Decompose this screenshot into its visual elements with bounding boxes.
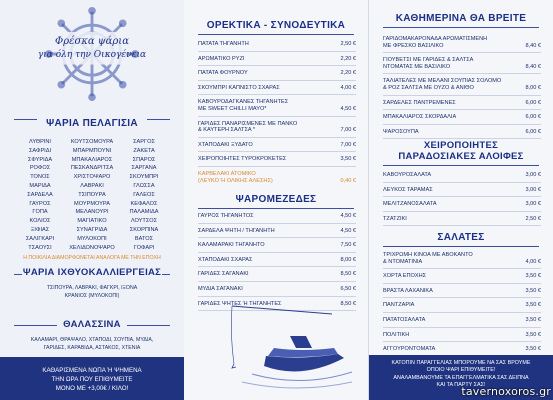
menu-item bbox=[383, 317, 541, 324]
menu-item-name: ΧΕΙΡΟΠΟΙΗΤΕΣ ΤΥΡΟΚΡΟΚΕΤΕΣ bbox=[198, 156, 287, 163]
fish-name: ΜΑΡΙΔΑ bbox=[29, 182, 51, 189]
menu-item bbox=[198, 99, 356, 112]
divider bbox=[198, 34, 354, 35]
menu-item-price: 4,50 € bbox=[340, 227, 356, 234]
menu-list-orektika bbox=[198, 41, 356, 184]
row-divider bbox=[198, 151, 356, 152]
row-divider bbox=[383, 73, 541, 74]
menu-item bbox=[198, 85, 356, 92]
menu-item-price: 7,00 € bbox=[340, 127, 356, 134]
row-divider bbox=[198, 137, 356, 138]
menu-item bbox=[383, 57, 541, 70]
row-divider bbox=[383, 268, 541, 269]
menu-item-price: 3,50 € bbox=[525, 302, 541, 309]
footer-line4: ΚΑΙ ΤΑ ΠΑΡΤΥ ΣΑΣ! bbox=[436, 382, 486, 389]
menu-item bbox=[198, 70, 356, 77]
section-title-thalassina: ΘΑΛΑΣΣΙΝΑ bbox=[57, 319, 127, 330]
menu-item-price: 8,40 € bbox=[525, 42, 541, 49]
menu-item-price: 2,50 € bbox=[525, 215, 541, 222]
menu-item-name: ΚΑΒΟΥΡΟΔΑΓΚΑΝΕΣ ΤΗΓΑΝΗΤΕΣ ΜΕ SWEET CHILLI MAYO* bbox=[198, 99, 289, 112]
menu-item bbox=[198, 286, 356, 293]
logo-line2: για όλη την Οικογένεια bbox=[37, 50, 147, 60]
row-divider bbox=[383, 196, 541, 197]
fish-name: ΣΠΑΡΟΣ bbox=[132, 156, 156, 163]
fish-name: ΣΑΡΓΑΝΑ bbox=[131, 165, 157, 172]
menu-item bbox=[198, 56, 356, 63]
fish-name: ΚΟΛΙΟΣ bbox=[29, 218, 51, 225]
thalassina-line2: ΓΑΡΙΔΕΣ, ΚΑΡΑΒΙΔΑ, ΑΣΤΑΚΟΣ, ΧΤΕΝΙΑ bbox=[43, 345, 141, 351]
menu-item-name: ΧΟΡΤΑ ΕΠΟΧΗΣ bbox=[383, 273, 427, 280]
row-divider bbox=[383, 109, 541, 110]
menu-item-price: 8,50 € bbox=[340, 300, 356, 307]
menu-item-price: 4,00 € bbox=[525, 258, 541, 265]
menu-list-salates bbox=[383, 252, 541, 361]
menu-item-name: ΛΕΥΚΟΣ ΤΑΡΑΜΑΣ bbox=[383, 186, 433, 193]
menu-item bbox=[383, 114, 541, 121]
fish-name: ΜΕΛΑΝΟΥΡΙ bbox=[75, 209, 109, 216]
row-divider bbox=[383, 211, 541, 212]
menu-item-name: ΑΓΓΟΥΡΟΝΤΟΜΑΤΑ bbox=[383, 346, 436, 353]
footer-line3: ΜΟΝΟ ΜΕ +3,00€ / ΚΙΛΟ! bbox=[55, 385, 129, 392]
menu-item-price: 3,00 € bbox=[525, 186, 541, 193]
menu-item-price: 4,00 € bbox=[340, 84, 356, 91]
menu-list-kathimerina bbox=[383, 36, 541, 143]
fish-name: ΧΕΛΙΔΟΝΟΨΑΡΟ bbox=[69, 244, 115, 251]
menu-item bbox=[198, 142, 356, 149]
menu-item-name: ΤΖΑΤΖΙΚΙ bbox=[383, 215, 407, 222]
section-title-mezedes: ΨΑΡΟΜΕΖΕΔΕΣ bbox=[235, 194, 317, 205]
fish-name: ΣΥΝΑΓΡΙΔΑ bbox=[76, 226, 108, 233]
menu-item bbox=[383, 288, 541, 295]
fish-name: ΣΚΟΥΜΠΡΙ bbox=[129, 174, 159, 181]
fish-name: ΚΕΦΑΛΟΣ bbox=[130, 200, 158, 207]
menu-item-price: 2,20 € bbox=[340, 70, 356, 77]
menu-item-name: ΤΡΙΧΡΩΜΗ ΚΙΝΟΑ ΜΕ ΑΒΟΚΑΝΤΟ & ΝΤΟΜΑΤΙΝΙΑ bbox=[383, 252, 473, 265]
menu-item-price: 2,50 € bbox=[340, 41, 356, 47]
menu-item-name: ΧΤΑΠΟΔΑΚΙ ΣΧΑΡΑΣ bbox=[198, 256, 253, 263]
fish-name: ΛΥΘΡΙΝΙ bbox=[29, 139, 51, 145]
fish-name: ΣΑΛΙΓΚΑΡΙ bbox=[25, 235, 55, 242]
panel-appetizers bbox=[184, 0, 368, 400]
section-title-orektika: ΟΡΕΚΤΙΚΑ - ΣΥΝΟΔΕΥΤΙΚΑ bbox=[206, 20, 346, 31]
thalassina-line1: ΚΑΛΑΜΑΡΙ, ΘΡΑΨΑΛΟ, ΧΤΑΠΟΔΙ, ΣΟΥΠΙΑ, ΜΥΔΙΑ, bbox=[30, 337, 154, 343]
menu-item-price: 3,50 € bbox=[525, 273, 541, 280]
fish-name: ΚΟΥΤΣΟΜΟΥΡΑ bbox=[70, 139, 114, 145]
fish-name: ΓΟΦΑΡΙ bbox=[133, 244, 155, 251]
row-divider bbox=[198, 94, 356, 95]
section-title-aloifes-2: ΠΑΡΑΔΟΣΙΑΚΕΣ ΑΛΟΙΦΕΣ bbox=[398, 151, 524, 162]
menu-item bbox=[383, 216, 541, 223]
menu-item bbox=[383, 201, 541, 208]
footer-line2: ΤΗΝ ΩΡΑ ΠΟΥ ΕΠΙΘΥΜΕΙΤΕ bbox=[51, 376, 133, 383]
menu-item bbox=[383, 36, 541, 49]
fish-name: ΣΚΟΡΠΙΝΑ bbox=[129, 226, 159, 233]
menu-item bbox=[383, 187, 541, 194]
menu-item bbox=[383, 332, 541, 339]
menu-item-name: ΓΑΡΙΔΟΜΑΚΑΡΟΝΑΔΑ ΑΡΩΜΑΤΙΣΜΕΝΗ ΜΕ ΦΡΕΣΚΟ ΒΑΣΙΛΙΚΟ bbox=[383, 36, 488, 49]
section-title-ixthyo: ΨΑΡΙΑ ΙΧΘΥΟΚΑΛΛΙΕΡΓΕΙΑΣ bbox=[22, 267, 162, 278]
row-divider bbox=[198, 237, 356, 238]
fish-name: ΖΑΚΕΤΑ bbox=[133, 147, 155, 154]
row-divider bbox=[383, 124, 541, 125]
menu-item bbox=[198, 228, 356, 235]
menu-item-name: ΓΑΥΡΟΣ ΤΗΓΑΝΗΤΟΣ bbox=[198, 213, 254, 219]
menu-item bbox=[383, 129, 541, 136]
fish-name: ΧΡΙΣΤΟΨΑΡΟ bbox=[73, 174, 111, 181]
menu-item bbox=[383, 78, 541, 91]
menu-item-name: ΠΑΝΤΖΑΡΙΑ bbox=[383, 302, 415, 309]
menu-item-name: ΠΑΤΑΤΟΣΑΛΑΤΑ bbox=[383, 316, 426, 323]
menu-item-name: ΣΚΟΥΜΠΡΙ ΚΑΠΝΙΣΤΟ ΣΧΑΡΑΣ bbox=[198, 84, 280, 91]
menu-item-name: ΨΑΡΟΣΟΥΠΑ bbox=[383, 128, 419, 135]
row-divider bbox=[198, 51, 356, 52]
menu-item bbox=[198, 156, 356, 163]
menu-item-name: ΣΑΡΔΕΛΕΣ ΠΑΝΤΡΕΜΕΝΕΣ bbox=[383, 99, 456, 106]
menu-item-price: 3,50 € bbox=[525, 331, 541, 338]
panel-daily bbox=[369, 0, 553, 400]
menu-item bbox=[198, 271, 356, 278]
menu-item bbox=[198, 41, 356, 48]
row-divider bbox=[383, 341, 541, 342]
menu-item bbox=[383, 100, 541, 107]
divider bbox=[383, 246, 539, 247]
menu-item bbox=[198, 242, 356, 249]
menu-item-name: ΓΙΟΥΒΕΤΣΙ ΜΕ ΓΑΡΙΔΕΣ & ΣΑΛΤΣΑ ΝΤΟΜΑΤΑΣ ΜΕ ΒΑΣΙΛΙΚΟ bbox=[383, 57, 474, 70]
menu-item-name: ΑΡΩΜΑΤΙΚΟ ΡΥΖΙ bbox=[198, 55, 245, 62]
menu-item-price: 3,50 € bbox=[340, 156, 356, 163]
fish-name: ΛΟΥΤΣΟΣ bbox=[130, 218, 158, 225]
footer-line2: ΟΠΟΙΟ ΨΑΡΙ ΕΠΙΘΥΜΕΙΤΕ! bbox=[426, 367, 496, 374]
row-divider bbox=[198, 166, 356, 167]
menu-item-name: ΧΤΑΠΟΔΑΚΙ ΞΥΔΑΤΟ bbox=[198, 141, 253, 148]
row-divider bbox=[383, 182, 541, 183]
ixthyo-line2: ΚΡΑΝΙΟΣ (ΜΥΛΟΚΟΠΙ) bbox=[64, 293, 120, 299]
section-title-pelagisia: ΨΑΡΙΑ ΠΕΛΑΓΙΣΙΑ bbox=[37, 118, 147, 129]
row-divider bbox=[198, 252, 356, 253]
menu-item-price: 6,50 € bbox=[340, 285, 356, 292]
footer-text bbox=[0, 366, 184, 393]
menu-item-price: 6,00 € bbox=[525, 114, 541, 121]
row-divider bbox=[198, 80, 356, 81]
menu-item-name: ΓΑΡΙΔΕΣ ΠΑΝΑΡΙΣΜΕΝΕΣ ΜΕ ΠΑΝΚΟ & ΚΑΥΤΕΡΗ ΣΑΛΤΣΑ * bbox=[198, 120, 298, 134]
row-divider bbox=[383, 225, 541, 226]
menu-item-name: ΠΑΤΑΤΑ ΤΗΓΑΝΗΤΗ bbox=[198, 41, 249, 47]
season-note: Η ΠΟΙΚΙΛΙΑ ΔΙΑΜΟΡΦΩΝΕΤΑΙ ΑΝΑΛΟΓΑ ΜΕ ΤΗΝ ΕΠΟΧΗ bbox=[23, 255, 161, 261]
row-divider bbox=[383, 283, 541, 284]
menu-item bbox=[383, 252, 541, 265]
menu-list-aloifes bbox=[383, 172, 541, 230]
divider bbox=[198, 208, 354, 209]
menu-item-price: 4,50 € bbox=[340, 213, 356, 219]
menu-item bbox=[198, 213, 356, 220]
menu-item-name: ΚΑΒΟΥΡΟΣΑΛΑΤΑ bbox=[383, 172, 432, 178]
fish-name: ΣΑΡΓΟΣ bbox=[133, 139, 155, 145]
row-divider bbox=[198, 65, 356, 66]
fish-name: ΣΑΡΔΕΛΑ bbox=[27, 191, 53, 198]
menu-item-bread bbox=[198, 171, 356, 184]
menu-item-price: 3,00 € bbox=[525, 172, 541, 178]
menu-item-name: ΚΑΛΑΜΑΡΑΚΙ ΤΗΓΑΝΗΤΟ bbox=[198, 242, 265, 249]
fish-name: ΛΑΒΡΑΚΙ bbox=[80, 182, 104, 189]
row-divider bbox=[198, 223, 356, 224]
menu-item bbox=[198, 257, 356, 264]
section-title-aloifes-1: ΧΕΙΡΟΠΟΙΗΤΕΣ bbox=[423, 140, 499, 151]
menu-item-name: ΜΥΔΙΑ ΣΑΓΑΝΑΚΙ bbox=[198, 285, 243, 292]
menu-item-name: ΠΑΤΑΤΑ ΦΟΥΡΝΟΥ bbox=[198, 70, 248, 77]
section-title-salates: ΣΑΛΑΤΕΣ bbox=[437, 232, 485, 243]
menu-item-price: 7,00 € bbox=[340, 141, 356, 148]
fish-name: ΣΑΦΡΙΔΙ bbox=[28, 147, 52, 154]
row-divider bbox=[383, 52, 541, 53]
ixthyo-line1: ΤΣΙΠΟΥΡΑ, ΛΑΒΡΑΚΙ, ΦΑΓΚΡΙ, ΙΞΟΝΑ bbox=[46, 285, 138, 291]
menu-item-price: 8,00 € bbox=[525, 84, 541, 91]
menu-item-name: ΠΟΛΙΤΙΚΗ bbox=[383, 331, 410, 338]
menu-item bbox=[383, 346, 541, 353]
row-divider bbox=[198, 266, 356, 267]
menu-item-price: 2,20 € bbox=[340, 55, 356, 62]
menu-item-price: 8,00 € bbox=[340, 256, 356, 263]
menu-item-name: ΒΡΑΣΤΑ ΛΑΧΑΝΙΚΑ bbox=[383, 287, 433, 294]
fishing-boat-illustration-icon bbox=[202, 296, 352, 396]
fish-name: ΒΑΤΟΣ bbox=[134, 235, 154, 242]
menu-item-price: 8,50 € bbox=[340, 271, 356, 278]
fish-name: ΜΥΛΟΚΟΠΙ bbox=[77, 235, 107, 242]
menu-item-price: 3,00 € bbox=[525, 201, 541, 208]
row-divider bbox=[383, 327, 541, 328]
menu-item-price: 3,50 € bbox=[525, 287, 541, 294]
fish-name: ΤΟΝΟΣ bbox=[30, 174, 50, 181]
panel-fish-list bbox=[0, 0, 184, 400]
fish-name: ΓΟΠΑ bbox=[32, 209, 48, 216]
menu-item-name: ΓΑΡΙΔΕΣ ΣΑΓΑΝΑΚΙ bbox=[198, 271, 249, 278]
menu-item-price: 3,50 € bbox=[525, 346, 541, 353]
menu-item-name: ΓΑΡΙΔΕΣ ΨΗΤΕΣ Ή ΤΗΓΑΝΗΤΕΣ bbox=[198, 300, 282, 307]
fish-name: ΡΟΦΟΣ bbox=[29, 165, 51, 172]
fish-column bbox=[14, 138, 66, 252]
menu-item bbox=[383, 273, 541, 280]
fish-name: ΠΕΣΚΑΝΔΡΙΤΣΑ bbox=[70, 165, 114, 172]
menu-item-price: 4,50 € bbox=[340, 105, 356, 112]
fish-name: ΠΑΛΑΜΙΔΑ bbox=[129, 209, 159, 216]
fish-name: ΣΦΥΡΙΔΑ bbox=[27, 156, 53, 163]
fish-name: ΞΙΦΙΑΣ bbox=[30, 226, 50, 233]
menu-item-name: ΜΕΛΙΤΖΑΝΟΣΑΛΑΤΑ bbox=[383, 201, 437, 208]
fish-column bbox=[118, 138, 170, 252]
menu-item-price: 0,40 € bbox=[340, 177, 356, 184]
fish-name: ΓΑΛΕΟΣ bbox=[133, 191, 155, 198]
fish-name: ΤΣΙΠΟΥΡΑ bbox=[78, 191, 106, 198]
footer-line1: ΚΑΘΑΡΙΣΜΕΝΑ ΝΩΠΑ Ή ΨΗΜΕΝΑ bbox=[42, 367, 142, 374]
fish-name: ΓΛΩΣΣΑ bbox=[133, 182, 155, 189]
menu-item-price: 6,00 € bbox=[525, 99, 541, 106]
fish-name: ΜΟΥΡΜΟΥΡΑ bbox=[74, 200, 110, 207]
fish-name: ΜΠΑΡΜΠΟΥΝΙ bbox=[72, 147, 112, 154]
menu-item-price: 6,00 € bbox=[525, 128, 541, 135]
menu-item-name: ΜΠΑΚΑΛΙΑΡΟΣ ΣΚΟΡΔΑΛΙΑ bbox=[383, 114, 457, 121]
fish-name: ΓΑΥΡΟΣ bbox=[29, 200, 51, 207]
menu-item bbox=[383, 302, 541, 309]
menu-item-price: 7,50 € bbox=[340, 242, 356, 249]
menu-item-name: ΤΑΛΙΑΤΕΛΕΣ ΜΕ ΜΕΛΑΝΙ ΣΟΥΠΙΑΣ ΣΟΛΟΜΟ & ΡΟΖ ΣΑΛΤΣΑ ΜΕ ΟΥΖΟ & ΑΝΙΘΟ bbox=[383, 78, 502, 91]
row-divider bbox=[383, 297, 541, 298]
row-divider bbox=[383, 95, 541, 96]
watermark: tavernoxoros.gr bbox=[461, 385, 551, 398]
fish-name: ΜΑΓΙΑΤΙΚΟ bbox=[77, 218, 107, 225]
section-title-kathimerina: ΚΑΘΗΜΕΡΙΝΑ ΘΑ ΒΡΕΙΤΕ bbox=[395, 13, 527, 24]
menu-item-price: 3,50 € bbox=[525, 316, 541, 323]
fish-name: ΜΠΑΚΑΛΙΑΡΟΣ bbox=[71, 156, 113, 163]
menu-item bbox=[383, 172, 541, 179]
menu-item bbox=[198, 121, 356, 134]
row-divider bbox=[198, 281, 356, 282]
menu-item-name: ΣΑΡΔΕΛΑ ΨΗΤΗ / ΤΗΓΑΝΗΤΗ bbox=[198, 227, 275, 234]
fish-name: ΤΣΑΟΥΣΙ bbox=[28, 244, 52, 251]
fish-column bbox=[66, 138, 118, 252]
footer-line1: ΚΑΤΟΠΙΝ ΠΑΡΑΓΓΕΛΙΑΣ ΜΠΟΡΟΥΜΕ ΝΑ ΣΑΣ ΒΡΟΥΜΕ bbox=[391, 360, 531, 366]
menu-item-name: ΚΑΡΒΕΛΑΚΙ ΑΤΟΜΙΚΟ (ΛΕΥΚΟ Ή ΟΛΙΚΗΣ ΑΛΕΣΗΣ) bbox=[198, 170, 273, 184]
row-divider bbox=[198, 116, 356, 117]
divider bbox=[383, 165, 539, 166]
footer-line3: ΑΝΑΛΑΜΒΑΝΟΥΜΕ ΤΑ ΕΠΑΓΓΕΛΜΑΤΙΚΑ ΣΑΣ ΔΕΙΠΝΑ bbox=[393, 374, 529, 381]
logo-line1: Φρέσκα ψάρια bbox=[55, 36, 129, 47]
menu-item-price: 8,40 € bbox=[525, 63, 541, 70]
divider bbox=[383, 27, 539, 28]
row-divider bbox=[383, 312, 541, 313]
